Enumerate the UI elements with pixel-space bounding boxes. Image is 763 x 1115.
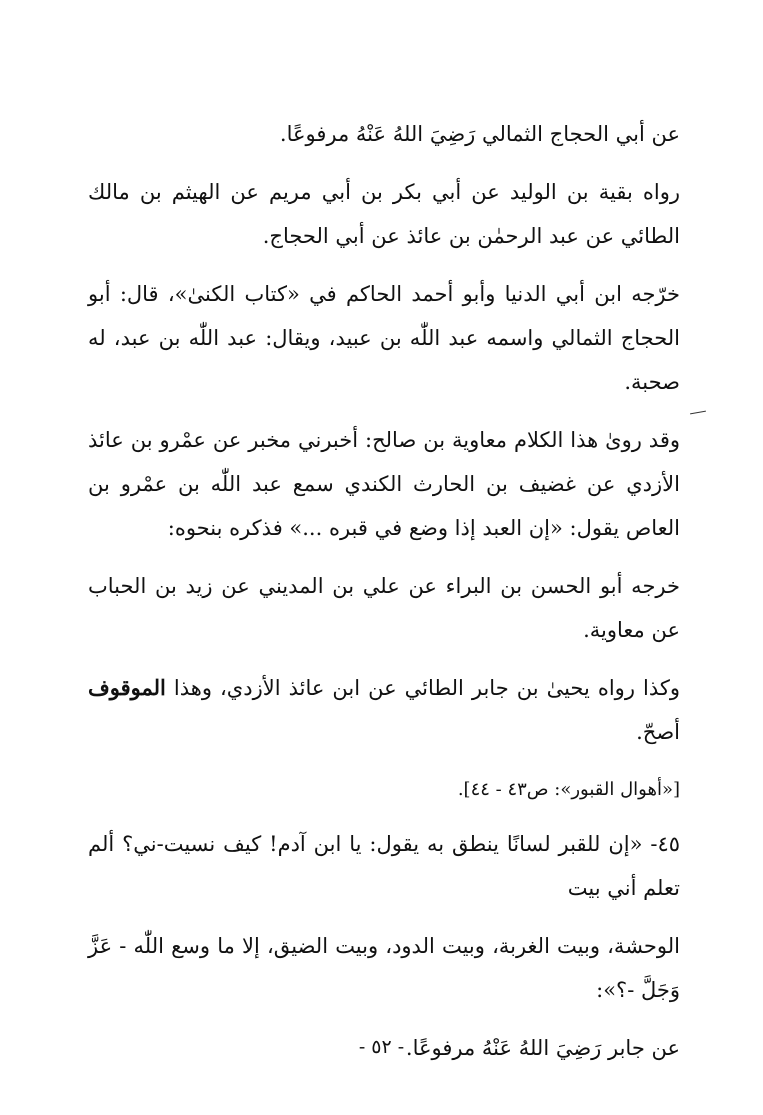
paragraph-5: خرجه أبو الحسن بن البراء عن علي بن المديني عن زيد بن الحباب عن معاوية.	[88, 574, 680, 642]
last-line: عن جابر رَضِيَ اللهُ عَنْهُ مرفوعًا.	[405, 1036, 680, 1060]
page-number: - ٥٢ -	[358, 1036, 405, 1058]
paragraph-2: رواه بقية بن الوليد عن أبي بكر بن أبي مريم عن الهيثم بن مالك الطائي عن عبد الرحمٰن بن عائذ عن أبي الحجاج.	[88, 180, 680, 248]
main-text	[88, 112, 680, 1084]
paragraph-6	[88, 666, 680, 754]
paragraph-1: عن أبي الحجاج الثمالي رَضِيَ اللهُ عَنْهُ مرفوعًا.	[279, 122, 680, 146]
paragraph-4: وقد روىٰ هذا الكلام معاوية بن صالح: أخبرني مخبر عن عمْرو بن عائذ الأزدي عن غضيف بن الحارث الكندي سمع عبد اللّٰه بن عمْرو بن العاص يقول: «إن العبد إذا وضع في قبره ...» فذكره بنحوه:	[88, 428, 680, 540]
paragraph-6-before: وكذا رواه يحيىٰ بن جابر الطائي عن ابن عائذ الأزدي، وهذا	[173, 676, 680, 700]
hadith-continuation: الوحشة، وبيت الغربة، وبيت الدود، وبيت الضيق، إلا ما وسع اللّٰه - عَزَّ وَجَلَّ -؟»:	[88, 934, 680, 1002]
margin-mark	[690, 411, 706, 415]
reference: [«أهوال القبور»: ص٤٣ - ٤٤].	[457, 779, 680, 800]
paragraph-6-bold: الموقوف	[88, 675, 166, 700]
hadith-text: ٤٥- «إن للقبر لسانًا ينطق به يقول: يا ابن آدم! كيف نسيت-ني؟ ألم تعلم أني بيت	[88, 832, 680, 900]
paragraph-6-after: أصحّ.	[636, 720, 680, 744]
paragraph-3: خرّجه ابن أبي الدنيا وأبو أحمد الحاكم في «كتاب الكنىٰ»، قال: أبو الحجاج الثمالي واسمه عبد اللّٰه بن عبيد، ويقال: عبد اللّٰه بن عبد، له صحبة.	[88, 282, 680, 394]
